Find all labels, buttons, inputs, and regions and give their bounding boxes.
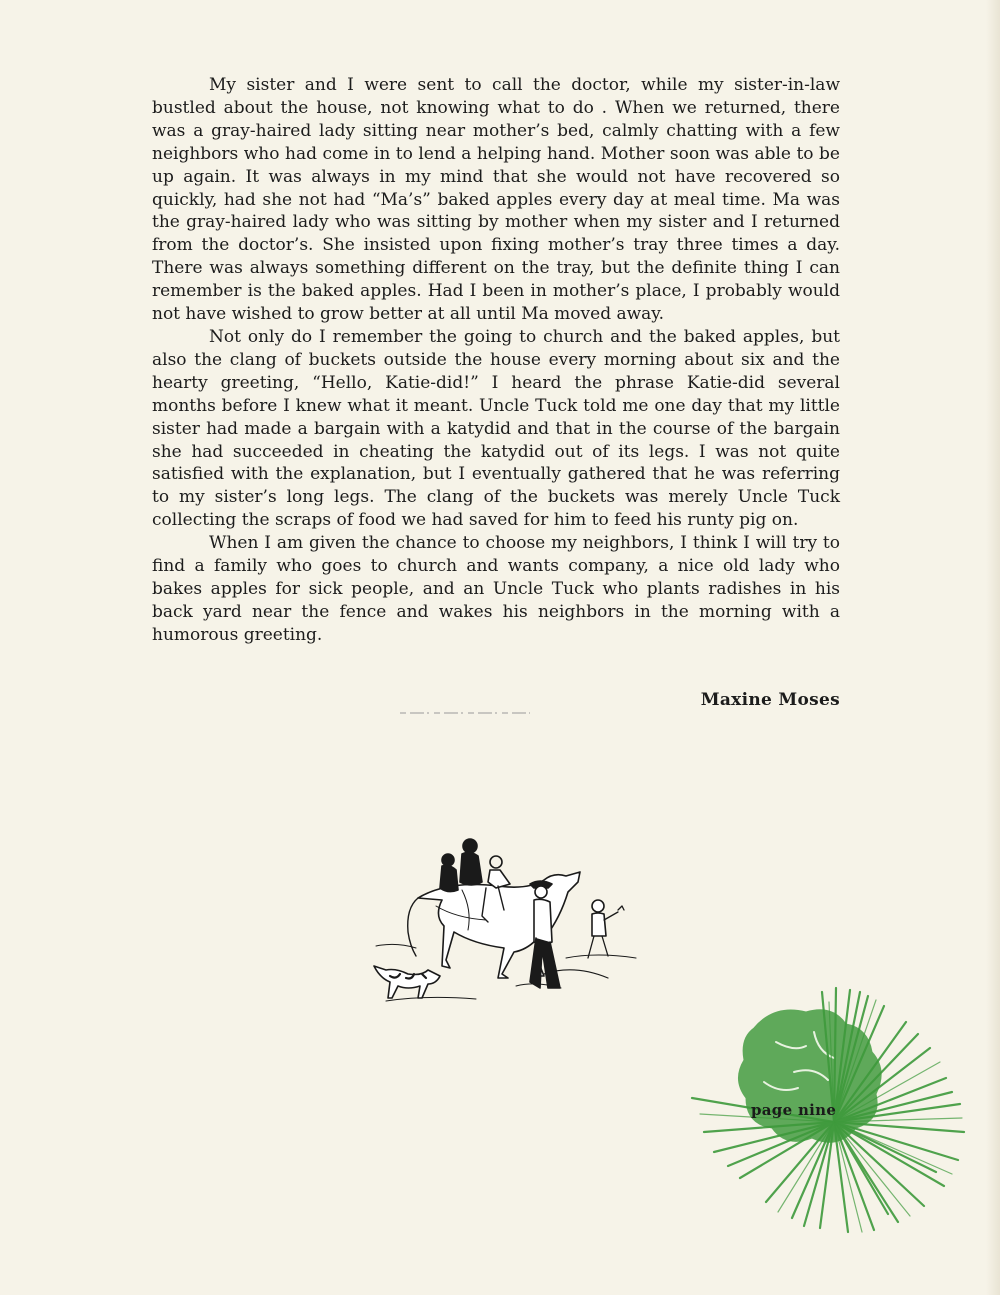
children-on-horse-sketch-icon [366,826,642,1010]
paragraph-1: My sister and I were sent to call the doctor, while my sister-in-law bustled about the house, not knowing what to do . When we returned, there was a gray-haired lady sitting near mother’s bed, calmly chatting with a few neighbors who had come in to lend a helping hand. Mother soon was able to be up again. It was always in my mind that she would not have recovered so quickly, had she not had “Ma’s” baked apples every day at meal time. Ma was the gray-haired lady who was sitting by mother when my sister and I returned from the doctor’s. She insisted upon fixing mother’s tray three times a day. There was always something different on the tray, but the definite thing I can remember is the baked apples. Had I been in mother’s place, I probably would not have wished to grow better at all until Ma moved away. [152,75,840,325]
paragraph-3: When I am given the chance to choose my neighbors, I think I will try to find a family who goes to church and wants company, a nice old lady who bakes apples for sick people, and an Uncle Tuck who plants radishes in his back yard near the fence and wakes his neighbors in the morning with a humorous greeting. [152,533,840,645]
page-edge [986,0,1000,1295]
page-number: page nine [751,1101,837,1119]
author-signature: Maxine Moses [700,690,840,710]
paragraph-2: Not only do I remember the going to church and the baked apples, but also the clang of buckets outside the house every morning about six and the hearty greeting, “Hello, Katie-did!” I heard the phrase Katie-did several months before I knew what it meant. Uncle Tuck told me one day that my little sister had made a bargain with a katydid and that in the course of the bargain she had succeeded in cheating the katydid out of its legs. I was not quite satisfied with the explanation, but I eventually gathered that he was referring to my sister’s long legs. The clang of the buckets was merely Uncle Tuck collecting the scraps of food we had saved for him to feed his runty pig on. [152,326,840,531]
article-body [152,74,840,647]
divider [400,712,530,714]
